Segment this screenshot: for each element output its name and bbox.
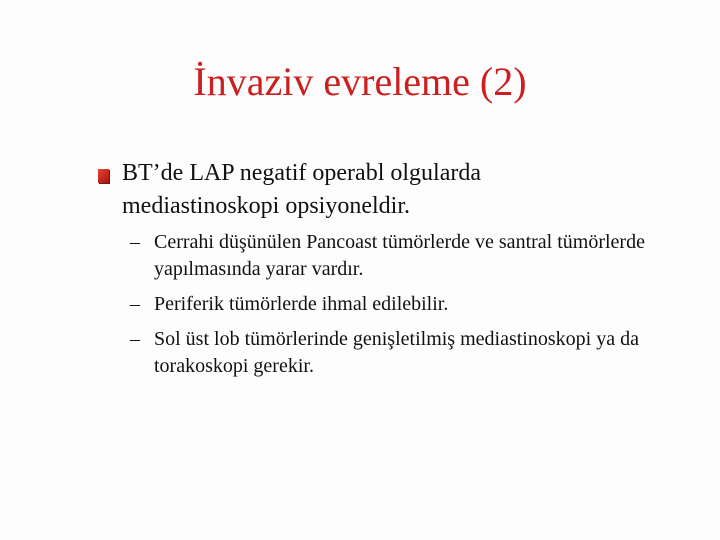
dash-icon: – xyxy=(130,231,140,253)
sub-bullet-item xyxy=(130,326,670,380)
bullet-square-icon xyxy=(98,169,109,183)
dash-icon: – xyxy=(130,293,140,315)
slide-title: İnvaziv evreleme (2) xyxy=(193,59,527,104)
sub-bullet-item xyxy=(130,229,670,283)
sub-bullet-list xyxy=(130,229,670,388)
sub-bullet-item xyxy=(130,291,670,318)
dash-icon: – xyxy=(130,328,140,350)
sub-bullet-text: Sol üst lob tümörlerinde genişletilmiş mediastinoskopi ya da torakoskopi gerekir. xyxy=(154,328,639,377)
sub-bullet-text: Periferik tümörlerde ihmal edilebilir. xyxy=(154,293,449,315)
sub-bullet-text: Cerrahi düşünülen Pancoast tümörlerde ve santral tümörlerde yapılmasında yarar vardır. xyxy=(154,231,645,280)
main-bullet-text: BT’de LAP negatif operabl olgularda mediastinoskopi opsiyoneldir. xyxy=(122,160,481,219)
